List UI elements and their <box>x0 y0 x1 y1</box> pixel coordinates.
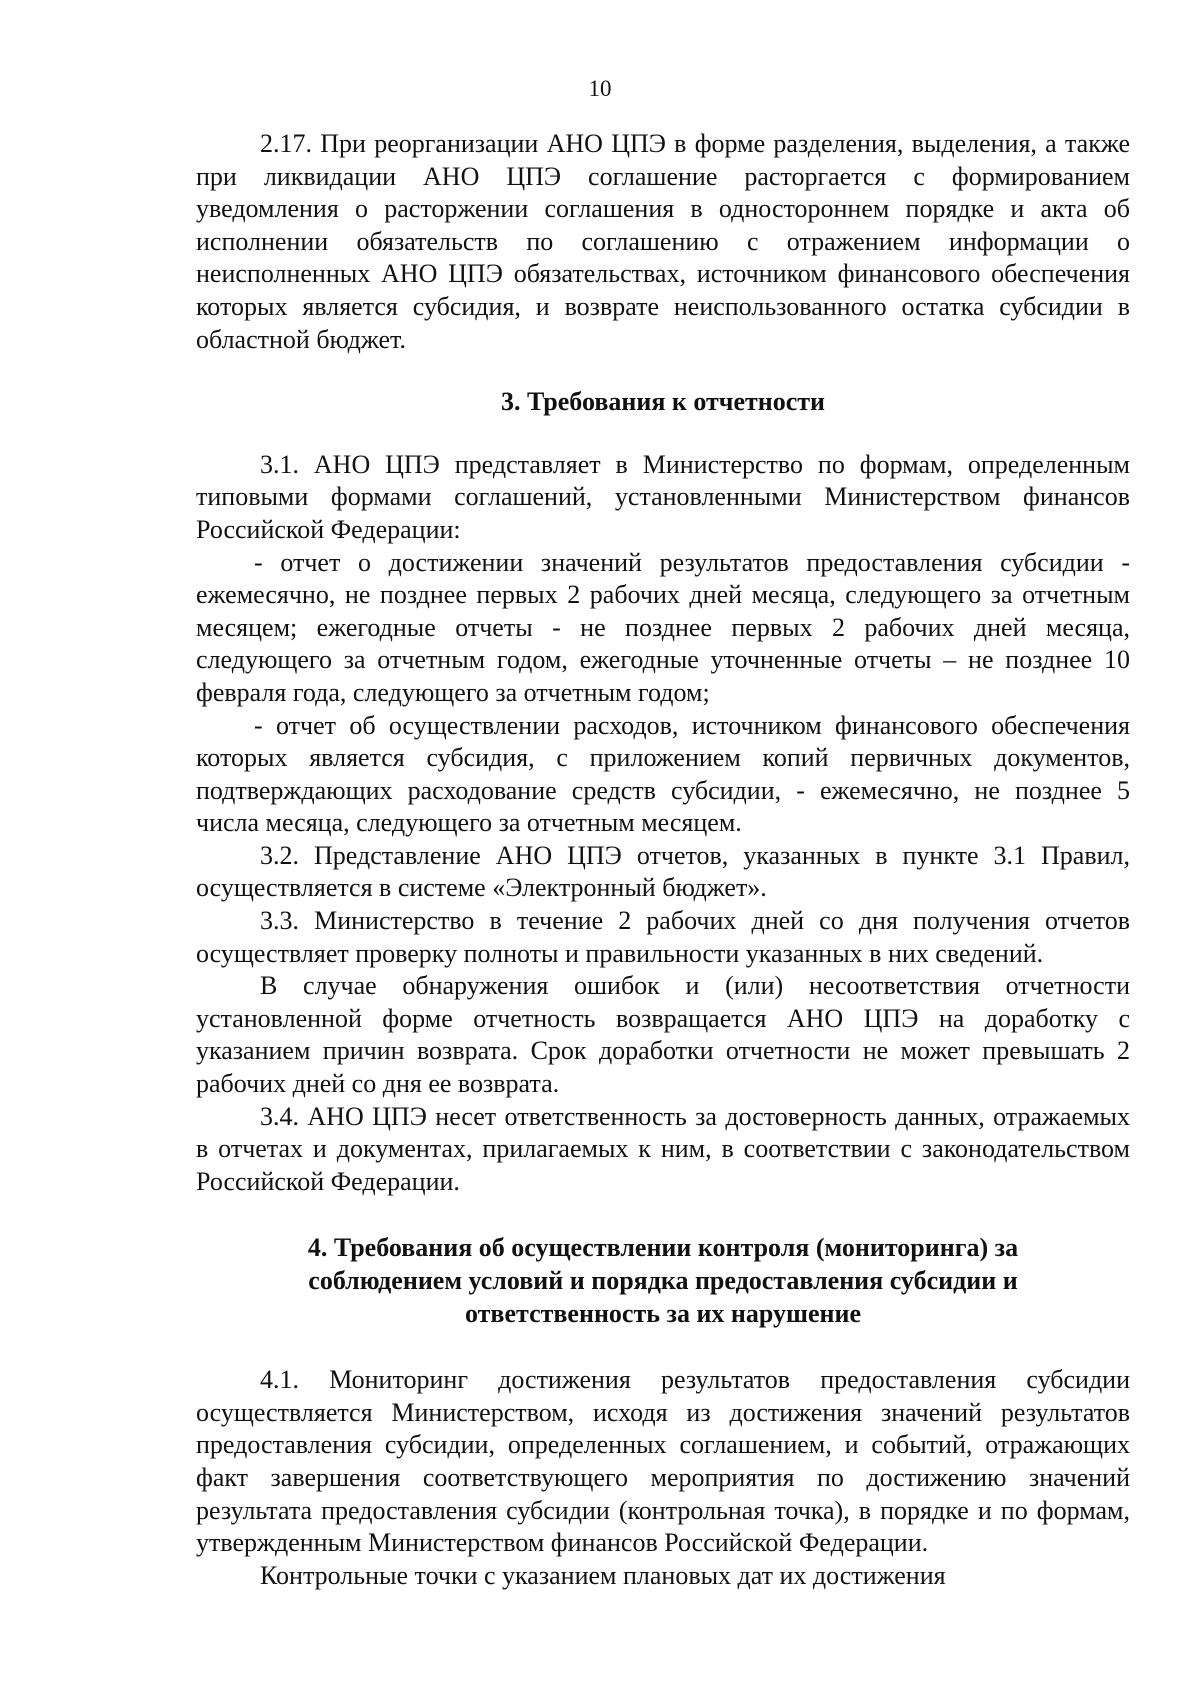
paragraph-3-1: 3.1. АНО ЦПЭ представляет в Министерство по формам, определенным типовыми формами соглашений, установленными Министерством финансов Российской Федерации: <box>196 449 1130 544</box>
paragraph-3-3: 3.3. Министерство в течение 2 рабочих дней со дня получения отчетов осуществляет проверку полноты и правильности указанных в них сведений. <box>196 906 1130 968</box>
paragraph-4-1: 4.1. Мониторинг достижения результатов предоставления субсидии осуществляется Министерством, исходя из достижения значений результатов предоставления субсидии, определенных соглашением, и событий, отражающих факт завершения соответствующего мероприятия по достижению значений результата предоставления субсидии (контрольная точка), в порядке и по формам, утвержденным Министерством финансов Российской Федерации. <box>196 1365 1130 1558</box>
page-number: 10 <box>588 76 612 101</box>
paragraph-errors: В случае обнаружения ошибок и (или) несоответствия отчетности установленной форме отчетность возвращается АНО ЦПЭ на доработку с указанием причин возврата. Срок доработки отчетности не может превышать 2 рабочих дней со дня ее возврата. <box>196 971 1130 1099</box>
list-item-expenses-report: - отчет об осуществлении расходов, источником финансового обеспечения которых является субсидия, с приложением копий первичных документов, подтверждающих расходование средств субсидии, - ежемесячно, не позднее 5 числа месяца, следующего за отчетным месяцем. <box>196 710 1130 838</box>
paragraph-3-4: 3.4. АНО ЦПЭ несет ответственность за достоверность данных, отражаемых в отчетах и документах, прилагаемых к ним, в соответствии с законодательством Российской Федерации. <box>196 1101 1130 1196</box>
paragraph-3-2: 3.2. Представление АНО ЦПЭ отчетов, указанных в пункте 3.1 Правил, осуществляется в системе «Электронный бюджет». <box>196 840 1130 903</box>
section-4-heading: 4. Требования об осуществлении контроля (мониторинга) за соблюдением условий и порядка предоставления субсидии и ответственность за их нарушение <box>307 1233 1019 1328</box>
document-body <box>196 128 1130 1592</box>
list-item-results-report: - отчет о достижении значений результатов предоставления субсидии - ежемесячно, не позднее первых 2 рабочих дней месяца, следующего за отчетным месяцем; ежегодные отчеты - не позднее первых 2 рабочих дней месяца, следующего за отчетным годом, ежегодные уточненные отчеты – не позднее 10 февраля года, следующего за отчетным годом; <box>196 547 1130 707</box>
section-3-heading: 3. Требования к отчетности <box>500 387 826 417</box>
paragraph-2-17: 2.17. При реорганизации АНО ЦПЭ в форме разделения, выделения, а также при ликвидации АНО ЦПЭ соглашение расторгается с формированием уведомления о расторжении соглашения в одностороннем порядке и акта об исполнении обязательств по соглашению с отражением информации о неисполненных АНО ЦПЭ обязательствах, источником финансового обеспечения которых является субсидия, и возврате неиспользованного остатка субсидии в областной бюджет. <box>196 129 1130 354</box>
paragraph-control-points: Контрольные точки с указанием плановых дат их достижения <box>260 1560 946 1590</box>
